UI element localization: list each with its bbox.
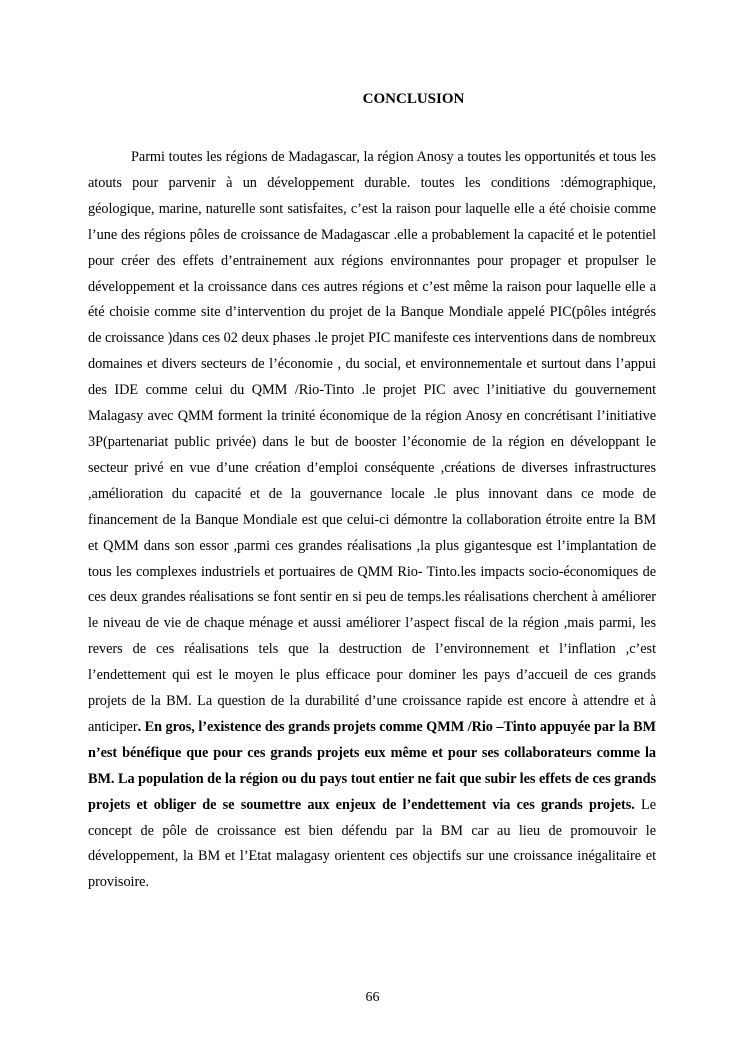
page-number: 66 <box>365 990 380 1005</box>
body-paragraph <box>88 145 656 896</box>
body-text-regular-b: Le concept de pôle de croissance est bien défendu par la BM car au lieu de promouvoir le développement, la BM et l’Etat malagasy orientent ces objectifs sur une croissance inégalitaire et provisoire. <box>88 796 656 891</box>
body-text-bold: . En gros, l’existence des grands projets comme QMM /Rio –Tinto appuyée par la BM n’est bénéfique que pour ces grands projets eux même et pour ses collaborateurs comme la BM. La population de la région ou du pays tout entier ne fait que subir les effets de ces grands projets et obliger de se soumettre aux enjeux de l’endettement via ces grands projets. <box>88 718 656 813</box>
body-text-regular-a: Parmi toutes les régions de Madagascar, la région Anosy a toutes les opportunités et tous les atouts pour parvenir à un développement durable. toutes les conditions :démographique, géologique, marine, naturelle sont satisfaites, c’est la raison pour laquelle elle a été choisie comme l’une des régions pôles de croissance de Madagascar .elle a probablement la capacité et le potentiel pour créer des effets d’entrainement aux régions environnantes pour propager et propulser le développement et la croissance dans ces autres régions et c’est même la raison pour laquelle elle a été choisie comme site d’intervention du projet de la Banque Mondiale appelé PIC(pôles intégrés de croissance )dans ces 02 deux phases .le projet PIC manifeste ces interventions dans de nombreux domaines et divers secteurs de l’économie , du social, et environnementale et surtout dans l’appui des IDE comme celui du QMM /Rio-Tinto .le projet PIC avec l’initiative du gouvernement Malagasy avec QMM forment la trinité économique de la région Anosy en concrétisant l’initiative 3P(partenariat public privée) dans le but de booster l’économie de la région en développant le secteur privé en vue d’une création d’emploi conséquente ,créations de diverses infrastructures ,amélioration du capacité et de la gouvernance locale .le plus innovant dans ce mode de financement de la Banque Mondiale est que celui-ci démontre la collaboration étroite entre la BM et QMM dans son essor ,parmi ces grandes réalisations ,la plus gigantesque est l’implantation de tous les complexes industriels et portuaires de QMM Rio- Tinto.les impacts socio-économiques de ces deux grandes réalisations se font sentir en si peu de temps.les réalisations cherchent à améliorer le niveau de vie de chaque ménage et aussi améliorer l’aspect fiscal de la région ,mais parmi, les revers de ces réalisations tels que la destruction de l’environnement et l’inflation ,c’est l’endettement qui est le moyen le plus efficace pour dominer les pays d’accueil de ces grands projets de la BM. La question de la durabilité d’une croissance rapide est encore à attendre et à anticiper <box>88 149 656 735</box>
page-title: CONCLUSION <box>362 91 465 107</box>
